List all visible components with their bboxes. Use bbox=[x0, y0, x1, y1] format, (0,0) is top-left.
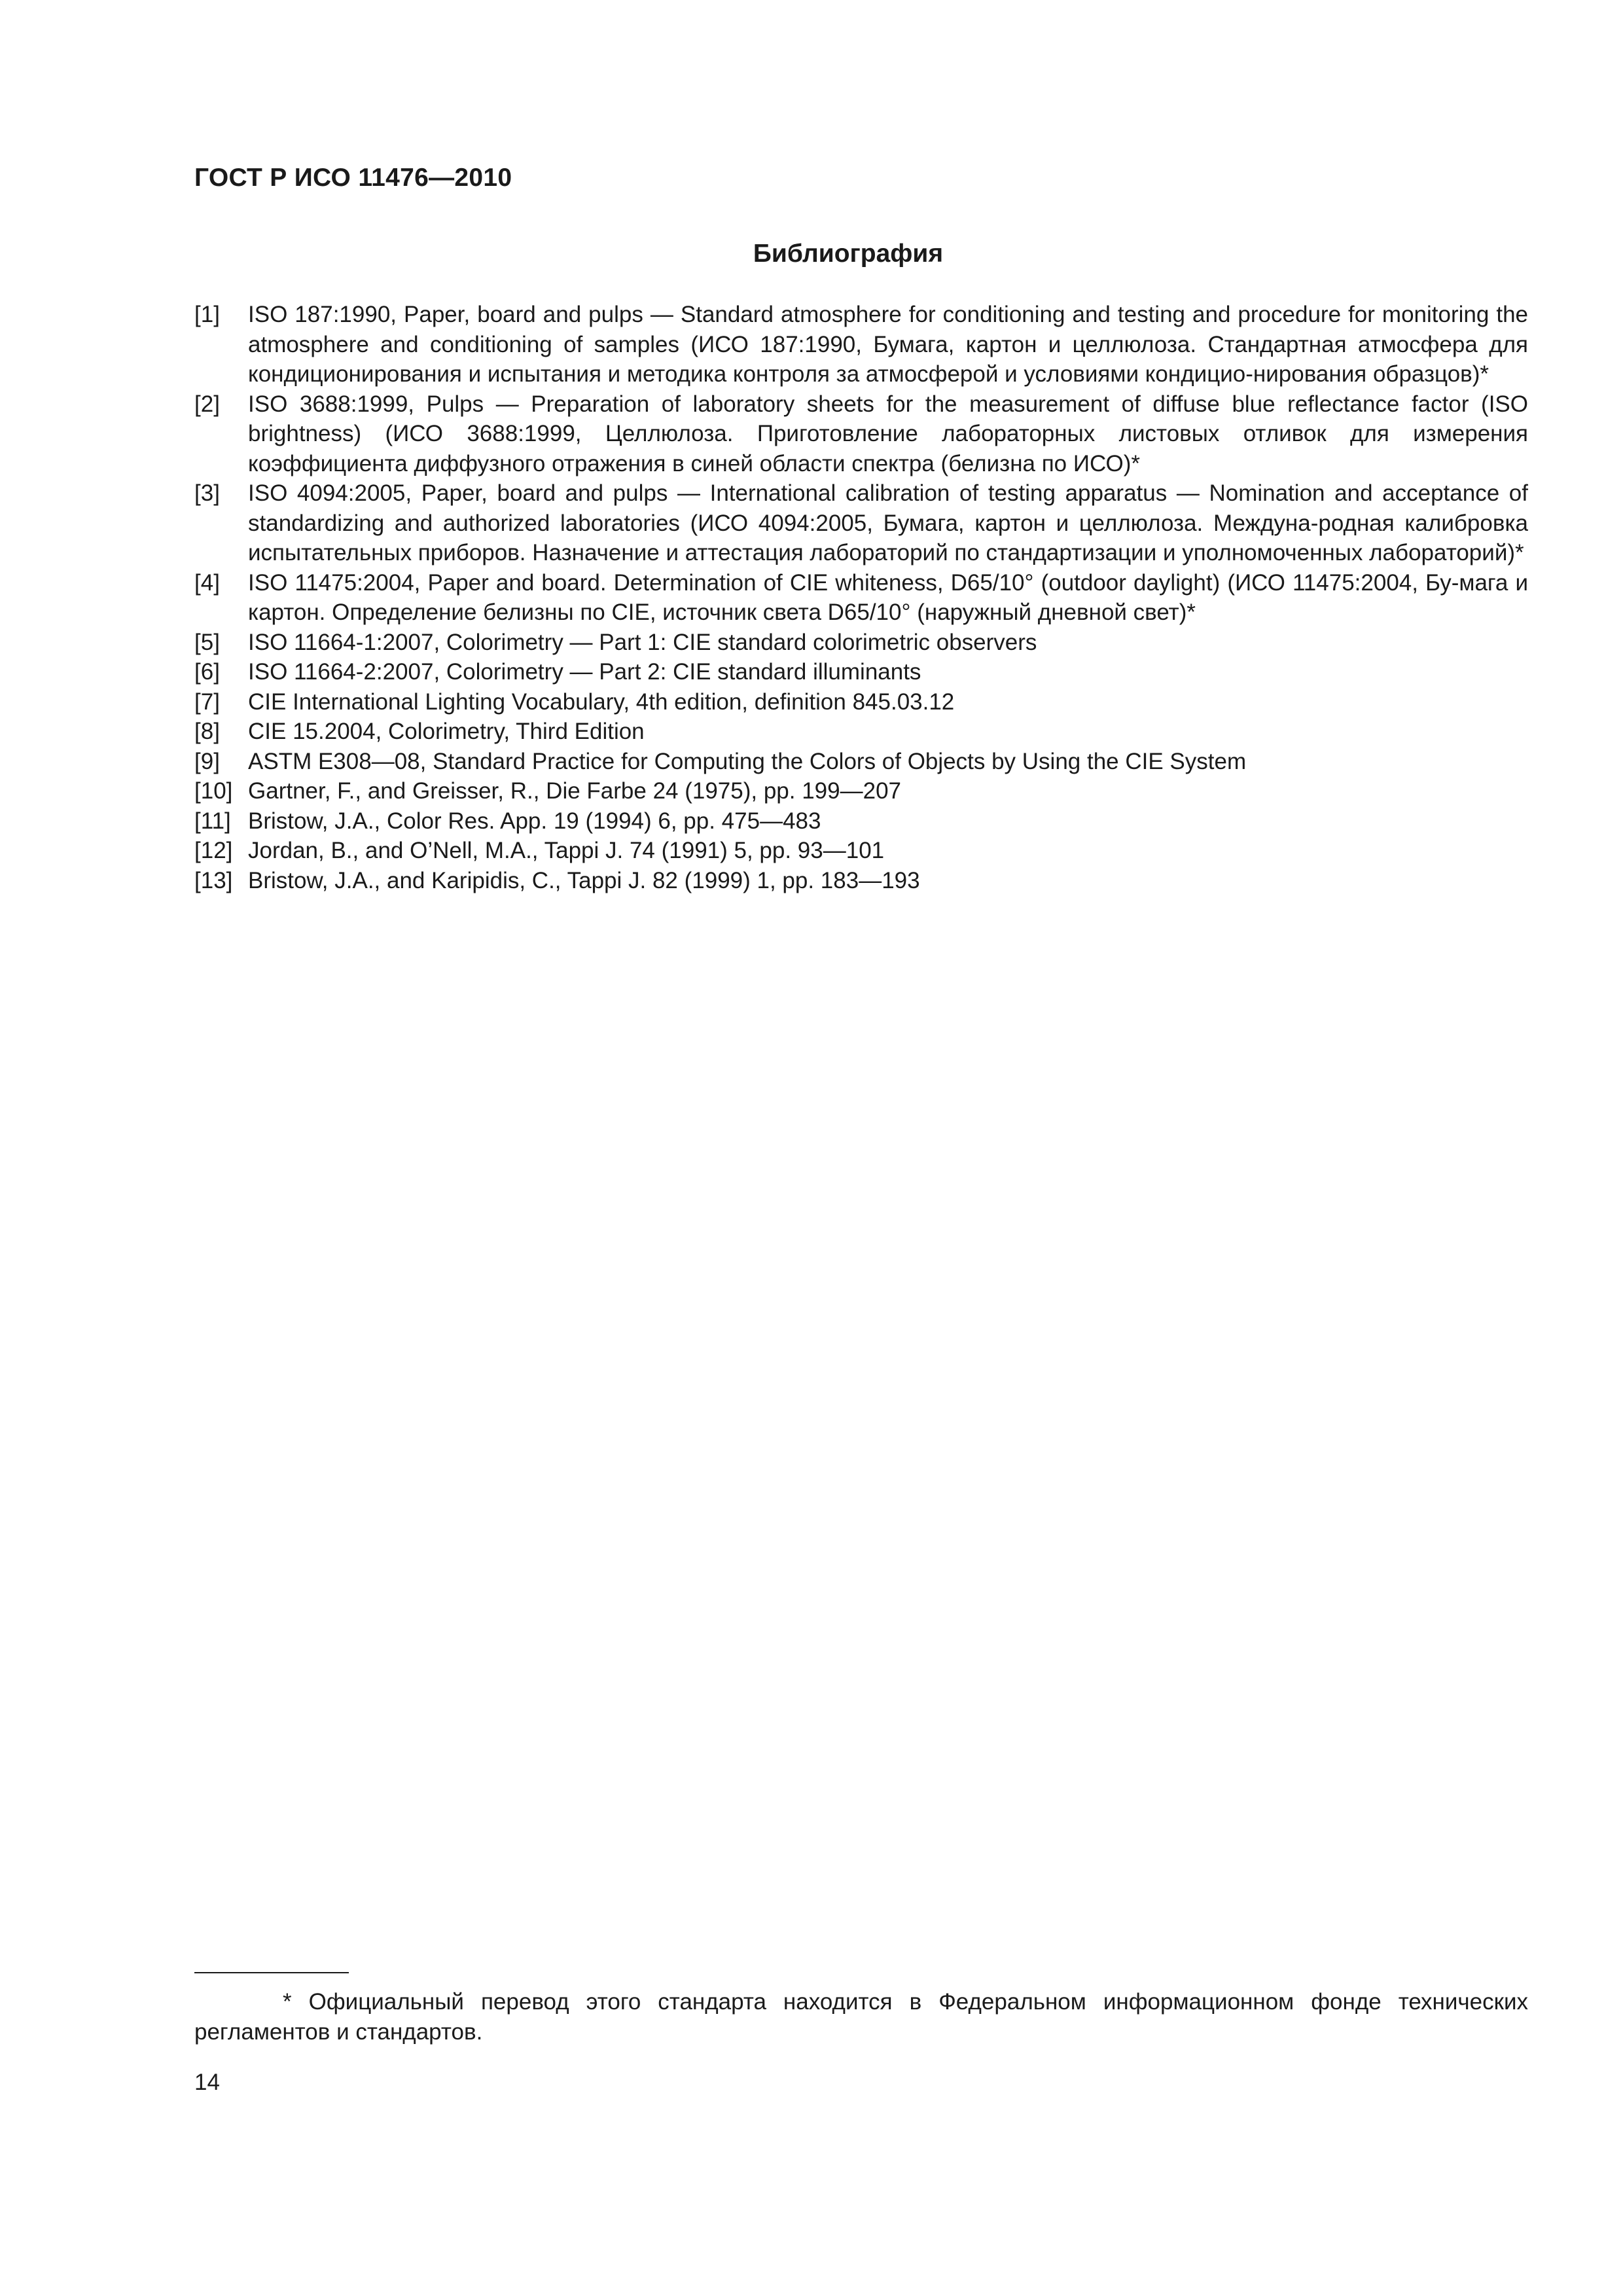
bibliography-item bbox=[194, 776, 1528, 806]
bibliography-item-number: [9] bbox=[194, 748, 220, 774]
page-header: ГОСТ Р ИСО 11476—2010 bbox=[194, 164, 512, 192]
bibliography-item-number: [5] bbox=[194, 629, 220, 655]
bibliography-item bbox=[194, 300, 1528, 389]
footnote-divider bbox=[194, 1972, 349, 1973]
bibliography-item bbox=[194, 657, 1528, 687]
bibliography-item bbox=[194, 389, 1528, 479]
bibliography-item-number: [4] bbox=[194, 569, 220, 596]
bibliography-item-text: CIE International Lighting Vocabulary, 4th edition, definition 845.03.12 bbox=[248, 689, 955, 715]
bibliography-item-number: [6] bbox=[194, 659, 220, 685]
bibliography-item-text: ASTM E308—08, Standard Practice for Computing the Colors of Objects by Using the CIE System bbox=[248, 748, 1247, 774]
bibliography-item bbox=[194, 478, 1528, 568]
bibliography-item bbox=[194, 717, 1528, 747]
bibliography-item-number: [2] bbox=[194, 391, 220, 417]
bibliography-item bbox=[194, 747, 1528, 777]
bibliography-item bbox=[194, 628, 1528, 658]
bibliography-item-text: CIE 15.2004, Colorimetry, Third Edition bbox=[248, 719, 645, 744]
bibliography-item bbox=[194, 866, 1528, 896]
bibliography-item-number: [13] bbox=[194, 867, 233, 893]
bibliography-item-text: Bristow, J.A., and Karipidis, C., Tappi J. 82 (1999) 1, pp. 183—193 bbox=[248, 867, 920, 893]
bibliography-item-text: Jordan, B., and O’Nell, M.A., Tappi J. 74 (1991) 5, pp. 93—101 bbox=[248, 838, 885, 863]
bibliography-item-text: ISO 11664-1:2007, Colorimetry — Part 1: CIE standard colorimetric observers bbox=[248, 629, 1037, 655]
bibliography-item-text: ISO 11475:2004, Paper and board. Determination of CIE whiteness, D65/10° (outdoor daylight) (ИСО 11475:2004, Бу-мага и картон. Определение белизны по CIE, источник света D65/10° (наружный дневной свет)* bbox=[248, 569, 1528, 625]
bibliography-item bbox=[194, 687, 1528, 717]
bibliography-item-number: [7] bbox=[194, 689, 220, 715]
footnote: * Официальный перевод этого стандарта находится в Федеральном информационном фонде технических регламентов и стандартов. bbox=[194, 1989, 1528, 2045]
bibliography-item-text: Gartner, F., and Greisser, R., Die Farbe 24 (1975), pp. 199—207 bbox=[248, 778, 902, 804]
bibliography-item-number: [12] bbox=[194, 838, 233, 863]
bibliography-item-text: Bristow, J.A., Color Res. App. 19 (1994) 6, pp. 475—483 bbox=[248, 808, 821, 834]
page-number: 14 bbox=[194, 2070, 220, 2095]
bibliography-item-text: ISO 4094:2005, Paper, board and pulps — International calibration of testing apparatus — Nomination and acceptance of standardizing and authorized laboratories (ИСО 4094:2005, Бумага, картон и целлюлоза. Междуна-родная калибровка испытательных приборов. Назначение и аттестация лабораторий по стандартизации и уполномоченных лабораторий)* bbox=[248, 480, 1528, 565]
bibliography-item-number: [8] bbox=[194, 719, 220, 744]
section-title: Библиография bbox=[753, 240, 944, 268]
bibliography-item-number: [1] bbox=[194, 302, 220, 327]
bibliography-item-text: ISO 3688:1999, Pulps — Preparation of laboratory sheets for the measurement of diffuse blue reflectance factor (ISO brightness) (ИСО 3688:1999, Целлюлоза. Приготовление лабораторных листовых отливок для измерения коэффициента диффузного отражения в синей области спектра (белизна по ИСО)* bbox=[248, 391, 1528, 476]
bibliography-item-number: [3] bbox=[194, 480, 220, 506]
bibliography-item bbox=[194, 806, 1528, 836]
bibliography-item bbox=[194, 836, 1528, 866]
bibliography-item-text: ISO 187:1990, Paper, board and pulps — Standard atmosphere for conditioning and testing and procedure for monitoring the atmosphere and conditioning of samples (ИСО 187:1990, Бумага, картон и целлюлоза. Стандартная атмосфера для кондиционирования и испытания и методика контроля за атмосферой и условиями кондицио-нирования образцов)* bbox=[248, 302, 1528, 387]
bibliography-item-number: [11] bbox=[194, 808, 231, 834]
bibliography-item-number: [10] bbox=[194, 778, 233, 804]
bibliography-item-text: ISO 11664-2:2007, Colorimetry — Part 2: CIE standard illuminants bbox=[248, 659, 921, 685]
bibliography-item bbox=[194, 568, 1528, 628]
bibliography-list bbox=[194, 300, 1528, 895]
